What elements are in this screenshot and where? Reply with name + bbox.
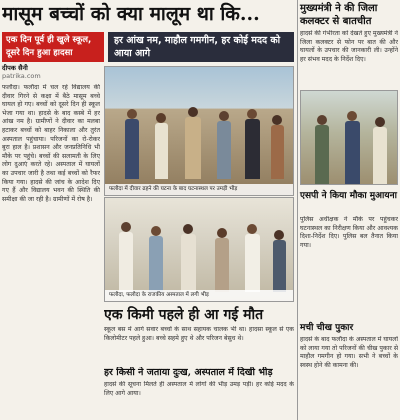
right-subheading-chaos: मची चीख पुकार xyxy=(300,323,354,333)
column-3-text: हादसे की सूचना मिलते ही अस्पताल में लोगों की भीड़ उमड़ पड़ी। हर कोई मदद के लिए आगे आया। xyxy=(104,381,294,397)
red-highlight-box: एक दिन पूर्व ही खुले स्कूल, दूसरे दिन हुआ हादसा xyxy=(2,32,104,62)
subheading-hospital: हर किसी ने जताया दुःख, अस्पताल में दिखी भीड़ xyxy=(104,367,273,378)
column-2-text: स्कूल बस में आगे सवार बच्चों के साथ सहायक चालक भी था। हादसा स्कूल से एक किलोमीटर पहले हुआ। बच्चे सहमे हुए थे और परिजन बेसुध थे। xyxy=(104,326,294,342)
column-divider xyxy=(297,0,298,420)
right-headline: मुख्यमंत्री ने की जिला कलक्टर से बातचीत xyxy=(300,3,378,27)
right-subheading-sp: एसपी ने किया मौका मुआयना xyxy=(300,191,397,201)
right-text-1: हादसे की गंभीरता को देखते हुए मुख्यमंत्री ने जिला कलक्टर से फोन पर बात की और घायलों के उपचार की जानकारी ली। उन्होंने हर संभव मदद के निर्देश दिए। xyxy=(300,30,398,63)
photo1-caption: फलौदा में दीवार ढहने की घटना के बाद घटनास्थल पर उमड़ी भीड़ xyxy=(105,184,293,195)
photo2-caption: फलौदा, फलौदा के राजकीय अस्पताल में लगी भीड़ xyxy=(105,290,293,301)
sp-inspection-photo xyxy=(300,90,398,185)
byline xyxy=(2,64,102,80)
column-1-text: फलौदा। फलौदा में चल रहे विद्यालय की दीवार गिरने से कक्षा में बैठे मासूम बच्चे घायल हो गए। बच्चों को दूसरे दिन ही स्कूल भेजा गया था। हादसे के बाद कस्बे में हर आंख नम है। ग्रामीणों ने दीवार का मलबा हटाकर बच्चों को बाहर निकाला और तुरंत अस्पताल पहुंचाया। परिजनों का रो-रोकर बुरा हाल है। प्रशासन और जनप्रतिनिधि भी मौके पर पहुंचे। बच्चों की सलामती के लिए लोग दुआएं करते रहे। अस्पताल में घायलों का उपचार जारी है तथा कई बच्चों को रैफर किया गया। हादसे की जांच के आदेश दिए गए हैं और विद्यालय भवन की स्थिति की समीक्षा की जा रही है। ग्रामीणों में रोष है। xyxy=(2,84,100,203)
page-headline: मासूम बच्चों को क्या मालूम था कि... xyxy=(2,3,260,25)
hospital-photo xyxy=(104,197,294,302)
right-text-2: पुलिस अधीक्षक ने मौके पर पहुंचकर घटनास्थल का निरीक्षण किया और आवश्यक दिशा-निर्देश दिए। पुलिस बल तैनात किया गया। xyxy=(300,216,398,249)
crowd-photo xyxy=(104,66,294,196)
author-site: patrika.com xyxy=(2,72,41,80)
right-text-3: हादसे के बाद फलौदा के अस्पताल में घायलों को लाया गया तो परिजनों की चीख पुकार से माहौल गमगीन हो गया। सभी ने बच्चों के स्वस्थ होने की कामना की। xyxy=(300,336,398,369)
author-name: दीपक सैनी xyxy=(2,64,28,72)
dark-highlight-box: हर आंख नम, माहौल गमगीन, हर कोई मदद को आया आगे xyxy=(108,32,294,62)
subheading-death: एक किमी पहले ही आ गई मौत xyxy=(104,307,264,323)
